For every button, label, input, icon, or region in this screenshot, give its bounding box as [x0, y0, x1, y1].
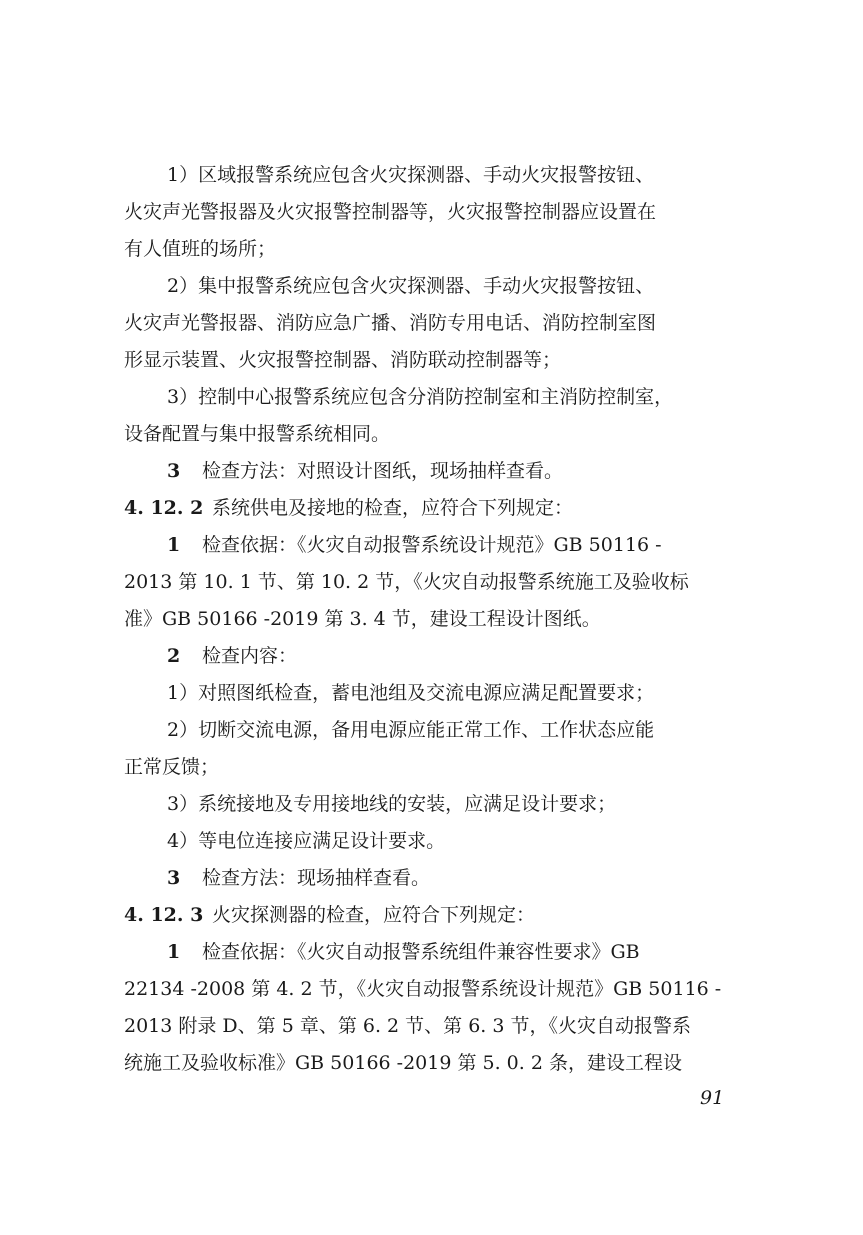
- text-line: [0, 342, 863, 379]
- text-line: [0, 194, 863, 231]
- text-line: [0, 601, 863, 638]
- line-text: 火灾声光警报器及火灾报警控制器等，火灾报警控制器应设置在: [124, 201, 657, 223]
- line-text: 检查方法：现场抽样查看。: [202, 867, 431, 889]
- line-text: 22134 -2008 第 4. 2 节，《火灾自动报警系统设计规范》GB 50116 -: [124, 978, 722, 1000]
- line-text: 火灾声光警报器、消防应急广播、消防专用电话、消防控制室图: [124, 312, 657, 334]
- section-heading: [0, 897, 863, 934]
- item-number: 1: [167, 941, 181, 963]
- text-line: [0, 860, 863, 897]
- line-text: 形显示装置、火灾报警控制器、消防联动控制器等；: [124, 349, 562, 371]
- section-heading: [0, 490, 863, 527]
- item-number: 1: [167, 534, 181, 556]
- text-line: [0, 157, 863, 194]
- section-title: 火灾探测器的检查，应符合下列规定：: [212, 904, 536, 926]
- text-line: [0, 379, 863, 416]
- line-text: 统施工及验收标准》GB 50166 -2019 第 5. 0. 2 条，建设工程设: [124, 1052, 682, 1074]
- text-line: [0, 1045, 863, 1082]
- line-text: 检查方法：对照设计图纸，现场抽样查看。: [202, 460, 564, 482]
- text-line: [0, 934, 863, 971]
- text-line: [0, 416, 863, 453]
- text-line: [0, 231, 863, 268]
- line-text: 3）控制中心报警系统应包含分消防控制室和主消防控制室，: [167, 386, 674, 408]
- line-text: 1）区域报警系统应包含火灾探测器、手动火灾报警按钮、: [167, 164, 655, 186]
- item-number: 2: [167, 645, 181, 667]
- line-text: 4）等电位连接应满足设计要求。: [167, 830, 446, 852]
- line-text: 正常反馈；: [124, 756, 220, 778]
- text-line: [0, 712, 863, 749]
- text-line: [0, 453, 863, 490]
- text-line: [0, 786, 863, 823]
- item-number: 3: [167, 460, 181, 482]
- line-text: 检查依据：《火灾自动报警系统设计规范》GB 50116 -: [202, 534, 662, 556]
- page-number: 91: [700, 1087, 725, 1109]
- text-line: [0, 749, 863, 786]
- line-text: 1）对照图纸检查，蓄电池组及交流电源应满足配置要求；: [167, 682, 655, 704]
- line-text: 2）切断交流电源，备用电源应能正常工作、工作状态应能: [167, 719, 655, 741]
- text-line: [0, 305, 863, 342]
- item-number: 3: [167, 867, 181, 889]
- line-text: 设备配置与集中报警系统相同。: [124, 423, 391, 445]
- text-line: [0, 675, 863, 712]
- line-text: 检查内容：: [202, 645, 298, 667]
- line-text: 2）集中报警系统应包含火灾探测器、手动火灾报警按钮、: [167, 275, 655, 297]
- section-number: 4. 12. 3: [124, 904, 204, 926]
- section-number: 4. 12. 2: [124, 497, 204, 519]
- text-line: [0, 823, 863, 860]
- line-text: 3）系统接地及专用接地线的安装，应满足设计要求；: [167, 793, 617, 815]
- text-line: [0, 1008, 863, 1045]
- line-text: 2013 第 10. 1 节、第 10. 2 节，《火灾自动报警系统施工及验收标: [124, 571, 689, 593]
- line-text: 准》GB 50166 -2019 第 3. 4 节，建设工程设计图纸。: [124, 608, 601, 630]
- text-line: [0, 638, 863, 675]
- line-text: 检查依据：《火灾自动报警系统组件兼容性要求》GB: [202, 941, 640, 963]
- line-text: 有人值班的场所；: [124, 238, 277, 260]
- text-line: [0, 564, 863, 601]
- line-text: 2013 附录 D、第 5 章、第 6. 2 节、第 6. 3 节，《火灾自动报警系: [124, 1015, 692, 1037]
- text-line: [0, 268, 863, 305]
- section-title: 系统供电及接地的检查，应符合下列规定：: [212, 497, 574, 519]
- text-line: [0, 527, 863, 564]
- text-line: [0, 971, 863, 1008]
